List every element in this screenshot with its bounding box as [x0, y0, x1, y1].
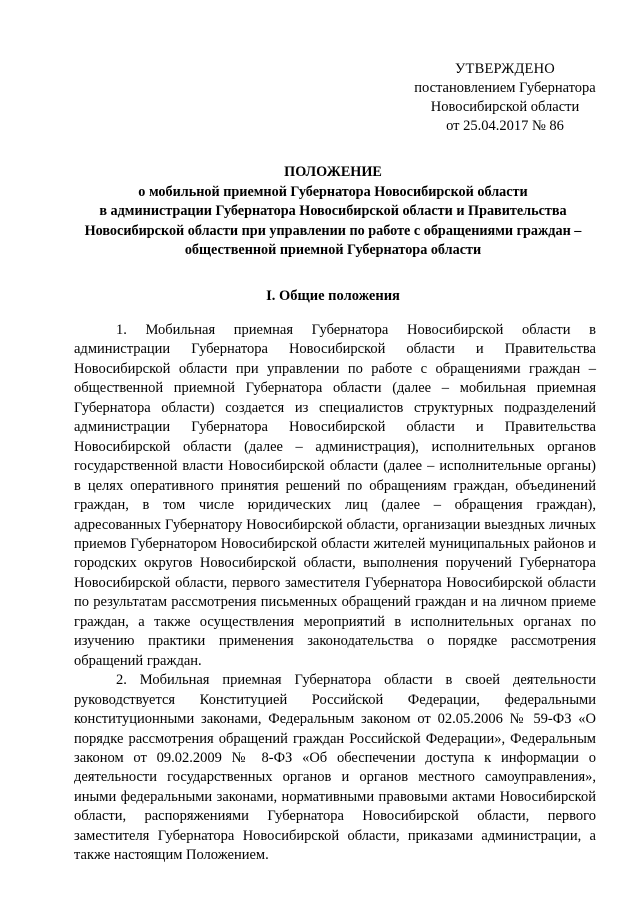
title-line-3: в администрации Губернатора Новосибирской области и Правительства: [99, 203, 567, 219]
approval-line-1: постановлением Губернатора: [414, 80, 596, 96]
document-title: [70, 163, 596, 261]
approval-heading: УТВЕРЖДЕНО: [455, 61, 555, 77]
document-body: [74, 321, 596, 866]
paragraph-2: 2. Мобильная приемная Губернатора области в своей деятельности руководствуется Конституцией Российской Федерации, федеральными конституционными законами, Федеральным законом от 02.05.2006 № 59-ФЗ «О порядке рассмотрения обращений граждан Российской Федерации», Федеральным законом от 09.02.2009 № 8-ФЗ «Об обеспечении доступа к информации о деятельности государственных органов и органов местного самоуправления», иными федеральными законами, нормативными правовыми актами Новосибирской области, распоряжениями Губернатора Новосибирской области, первого заместителя Губернатора Новосибирской области, приказами администрации, а также настоящим Положением.: [74, 672, 596, 864]
title-line-4: Новосибирской области при управлении по работе с обращениями граждан –: [84, 222, 582, 239]
section-heading: I. Общие положения: [266, 288, 400, 304]
title-line-1: ПОЛОЖЕНИЕ: [284, 164, 382, 180]
approval-line-3: от 25.04.2017 № 86: [446, 118, 564, 134]
approval-stamp: [395, 60, 615, 136]
title-line-5: общественной приемной Губернатора области: [184, 242, 482, 258]
title-line-2: о мобильной приемной Губернатора Новосибирской области: [138, 183, 528, 200]
approval-line-2: Новосибирской области: [430, 99, 580, 115]
paragraph-1: 1. Мобильная приемная Губернатора Новосибирской области в администрации Губернатора Новосибирской области и Правительства Новосибирской области при управлении по работе с обращениями граждан – общественной приемной Губернатора области (далее – мобильная приемная Губернатора области) создается из специалистов структурных подразделений администрации Губернатора Новосибирской области и Правительства Новосибирской области (далее – администрация), исполнительных органов государственной власти Новосибирской области (далее – исполнительные органы) в целях оперативного принятия решений по обращениям граждан, объединений граждан, в том числе юридических лиц (далее – обращения граждан), адресованных Губернатору Новосибирской области, организации выездных личных приемов Губернатором Новосибирской области жителей муниципальных районов и городских округов Новосибирской области, выполнения поручений Губернатора Новосибирской области, первого заместителя Губернатора Новосибирской области по результатам рассмотрения письменных обращений граждан и на личном приеме граждан, а также осуществления мероприятий в исполнительных органах по изучению практики применения законодательства о порядке рассмотрения обращений граждан.: [74, 322, 596, 669]
